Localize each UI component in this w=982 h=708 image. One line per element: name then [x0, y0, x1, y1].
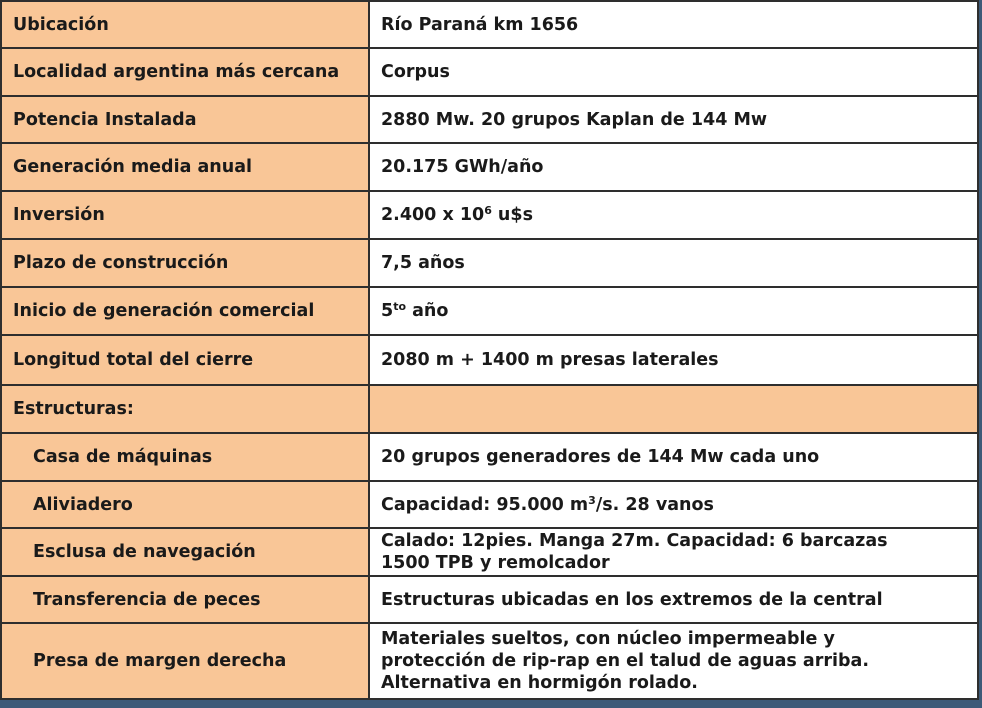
row-label-plazo: Plazo de construcción [1, 239, 369, 287]
table-row [1, 433, 978, 481]
row-label-ubicacion: Ubicación [1, 1, 369, 48]
row-value-estructuras [369, 385, 978, 433]
row-value-potencia: 2880 Mw. 20 grupos Kaplan de 144 Mw [369, 96, 978, 143]
table-row [1, 385, 978, 433]
table-row [1, 335, 978, 385]
row-value-transferencia: Estructuras ubicadas en los extremos de la central [369, 576, 978, 623]
table-row [1, 48, 978, 96]
row-value-generacion: 20.175 GWh/año [369, 143, 978, 191]
aliviadero-exponent: 3 [588, 493, 596, 507]
inversion-exponent: 6 [484, 204, 492, 217]
presa-line: protección de rip-rap en el talud de aguas arriba. [381, 651, 869, 671]
row-value-aliviadero [369, 481, 978, 528]
presa-line: Alternativa en hormigón rolado. [381, 673, 698, 693]
table-row [1, 143, 978, 191]
row-value-localidad: Corpus [369, 48, 978, 96]
inicio-unit: año [406, 301, 449, 321]
presa-line: Materiales sueltos, con núcleo impermeable y [381, 629, 835, 649]
esclusa-line: Calado: 12pies. Manga 27m. Capacidad: 6 barcazas [381, 531, 888, 551]
row-value-ubicacion: Río Paraná km 1656 [369, 1, 978, 48]
row-label-longitud: Longitud total del cierre [1, 335, 369, 385]
row-label-presa: Presa de margen derecha [1, 623, 369, 699]
inicio-ordinal: to [393, 300, 407, 313]
inicio-number: 5 [381, 301, 394, 321]
inversion-unit: u$s [491, 205, 533, 225]
row-label-inicio: Inicio de generación comercial [1, 287, 369, 335]
bottom-frame-bar [0, 700, 982, 708]
row-value-esclusa [369, 528, 978, 576]
row-label-aliviadero: Aliviadero [1, 481, 369, 528]
row-value-inversion [369, 191, 978, 239]
table-row [1, 623, 978, 699]
row-value-longitud: 2080 m + 1400 m presas laterales [369, 335, 978, 385]
row-label-inversion: Inversión [1, 191, 369, 239]
table-row [1, 576, 978, 623]
row-label-estructuras: Estructuras: [1, 385, 369, 433]
table-row [1, 1, 978, 48]
inversion-base: 2.400 x 10 [381, 205, 485, 225]
row-value-casa-maquinas: 20 grupos generadores de 144 Mw cada uno [369, 433, 978, 481]
table-row [1, 191, 978, 239]
table-row [1, 96, 978, 143]
row-label-casa-maquinas: Casa de máquinas [1, 433, 369, 481]
table-row [1, 528, 978, 576]
row-label-transferencia: Transferencia de peces [1, 576, 369, 623]
row-value-presa [369, 623, 978, 699]
esclusa-line: 1500 TPB y remolcador [381, 553, 610, 573]
row-label-generacion: Generación media anual [1, 143, 369, 191]
aliviadero-rest: /s. 28 vanos [595, 494, 714, 515]
row-label-localidad: Localidad argentina más cercana [1, 48, 369, 96]
table-row [1, 287, 978, 335]
row-value-plazo: 7,5 años [369, 239, 978, 287]
aliviadero-capacity: Capacidad: 95.000 m [381, 494, 589, 515]
row-label-potencia: Potencia Instalada [1, 96, 369, 143]
table-row [1, 481, 978, 528]
row-value-inicio [369, 287, 978, 335]
table-row [1, 239, 978, 287]
row-label-esclusa: Esclusa de navegación [1, 528, 369, 576]
